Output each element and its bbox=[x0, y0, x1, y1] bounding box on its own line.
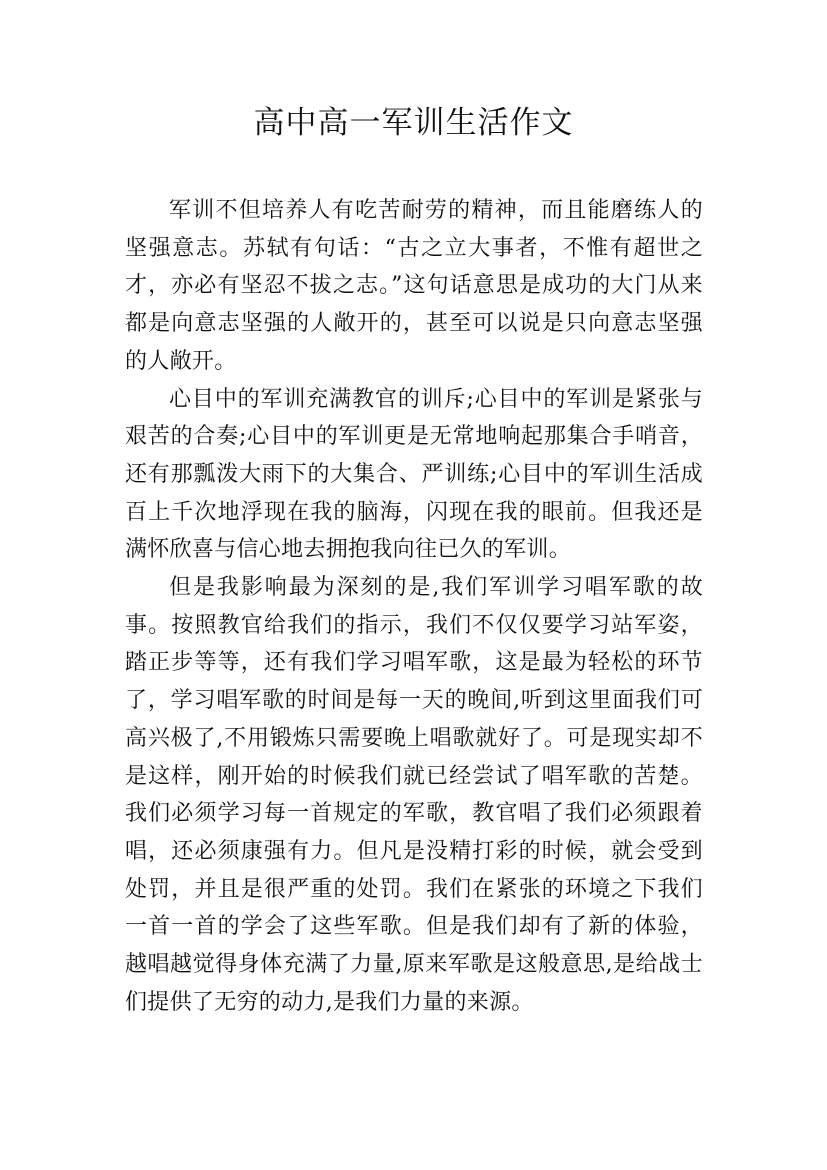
paragraph-2: 心目中的军训充满教官的训斥;心目中的军训是紧张与艰苦的合奏;心目中的军训更是无常地响起那集合手哨音，还有那瓢泼大雨下的大集合、严训练;心目中的军训生活成百上千次地浮现在我的脑海，闪现在我的眼前。但我还是满怀欣喜与信心地去拥抱我向往已久的军训。 bbox=[125, 386, 703, 563]
document-title: 高中高一军训生活作文 bbox=[253, 105, 574, 141]
paragraph-3: 但是我影响最为深刻的是,我们军训学习唱军歌的故事。按照教官给我们的指示，我们不仅仅要学习站军姿，踏正步等等，还有我们学习唱军歌，这是最为轻松的环节了，学习唱军歌的时间是每一天的晚间,听到这里面我们可高兴极了,不用锻炼只需要晚上唱歌就好了。可是现实却不是这样，刚开始的时候我们就已经尝试了唱军歌的苦楚。我们必须学习每一首规定的军歌，教官唱了我们必须跟着唱，还必须康强有力。但凡是没精打彩的时候，就会受到处罚，并且是很严重的处罚。我们在紧张的环境之下我们一首一首的学会了这些军歌。但是我们却有了新的体验，越唱越觉得身体充满了力量,原来军歌是这般意思,是给战士们提供了无穷的动力,是我们力量的来源。 bbox=[125, 575, 703, 1015]
document-body bbox=[125, 192, 703, 1021]
paragraph-1: 军训不但培养人有吃苦耐劳的精神，而且能磨练人的坚强意志。苏轼有句话：“古之立大事者，不惟有超世之才，亦必有坚忍不拔之志。”这句话意思是成功的大门从来都是向意志坚强的人敞开的，甚至可以说是只向意志坚强的人敞开。 bbox=[125, 198, 703, 374]
